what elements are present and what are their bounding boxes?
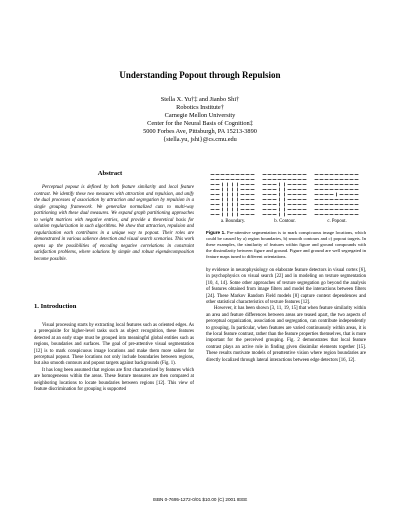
- figure-caption-label: Figure 1.: [206, 230, 226, 235]
- figure-caption-text: Pre-attentive segmentation is to mark conspicuous image locations, which could be caused by a) region boundaries, b) smooth contours and c) popout targets. In these examples, the similarity of features within figure and ground compounds with the dissimilarity between figure and ground. Figure and ground are well segregated in feature maps tuned to different orientations.: [206, 230, 367, 259]
- abstract-paragraph: Perceptual popout is defined by both feature similarity and local feature contrast. We identify these two measures with attraction and repulsion, and unify the dual processes of association by attraction and segregation by repulsion in a single grouping framework. We generalize normalized cuts to multi-way partitioning with these dual measures. We expand graph partitioning approaches to weight matrices with negative entries, and provide a theoretical basis for solution regularization in such algorithms. We show that attraction, repulsion and regularization each contributes in a unique way to popout. Their roles are demonstrated in various salience detection and visual search scenarios. This work opens up the possibilities of encoding negative correlations in constraint satisfaction problems, where solutions by simple and robust eigendecomposition become possible.: [34, 185, 194, 262]
- author-names: Stella X. Yu†‡ and Jianbo Shi†: [160, 96, 240, 103]
- right-column-body: [206, 268, 366, 364]
- abstract-heading: Abstract: [97, 170, 123, 177]
- intro-paragraph-1: Visual processing starts by extracting local features such as oriented edges. As a prerequisite for higher-level tasks such as object recognition, these features detected at an early stage must be grouped into meaningful global entities such as regions, boundaries and surfaces. The goal of pre-attentive visual segmentation [12] is to mark conspicuous image locations and make them more salient for perceptual popout. These locations not only include boundaries between regions, but also smooth contours and popout targets against backgrounds (Fig. 1).: [34, 323, 194, 367]
- introduction-body: [34, 323, 194, 393]
- isbn-footer: ISBN 0-7695-1272-0/01 $10.00 (C) 2001 IEEE: [152, 497, 248, 502]
- section-heading-introduction: 1. Introduction: [34, 303, 77, 310]
- figure-label-popout: c. Popout.: [327, 219, 347, 224]
- address: 5000 Forbes Ave, Pittsburgh, PA 15213-3890: [143, 128, 257, 136]
- abstract-body: [34, 185, 194, 263]
- intro-paragraph-2: It has long been assumed that regions are first characterized by features which are homogeneous within the areas. These feature measures are then compared at neighboring locations to locate boundaries between regions [12]. This view of feature discrimination for grouping is supported: [34, 367, 194, 393]
- right-paragraph-1: by evidence in neurophysiology on elaborate feature detectors in visual cortex [6], in psychophysics on visual search [22] and in modeling on texture segmentation [10, 4, 14]. Some other approaches of texture segregation go beyond the analysis of features obtained from image filters and model the interactions between filters [24]. These Markov Random Field models [8] capture context dependences and other statistical characteristics of texture features [12].: [206, 268, 366, 306]
- figure-label-contour: b. Contour.: [274, 219, 296, 224]
- boundary-texture-panel: [210, 172, 256, 217]
- affiliation-1: Robotics Institute†: [176, 104, 224, 112]
- popout-texture-panel: [314, 172, 360, 217]
- figure-label-boundary: a. Boundary.: [220, 219, 246, 224]
- author-block: [0, 96, 400, 145]
- affiliation-2: Carnegie Mellon University: [164, 112, 236, 120]
- paper-title: Understanding Popout through Repulsion: [119, 70, 281, 80]
- right-paragraph-2: However, it has been shown [3, 11, 19, 15] that when feature similarity within an area and feature differences between areas are teased apart, the two aspects of perceptual organization, association and segregation, can contribute independently to grouping. In particular, when features are varied continuously within areas, it is the local feature contrast, rather than the feature properties themselves, that is more important for the perceived grouping. Fig. 2 demonstrates that local feature contrast plays an active role in finding given dissimilar elements together [15]. These results motivate models of preattentive vision where region boundaries are directly localized through lateral interactions between edge detectors [16, 12].: [206, 306, 366, 363]
- affiliation-3: Center for the Neural Basis of Cognition‡: [147, 120, 253, 128]
- email: {stella.yu, jshi}@cs.cmu.edu: [163, 136, 237, 144]
- figure-caption: [206, 230, 366, 260]
- contour-texture-panel: [262, 172, 308, 217]
